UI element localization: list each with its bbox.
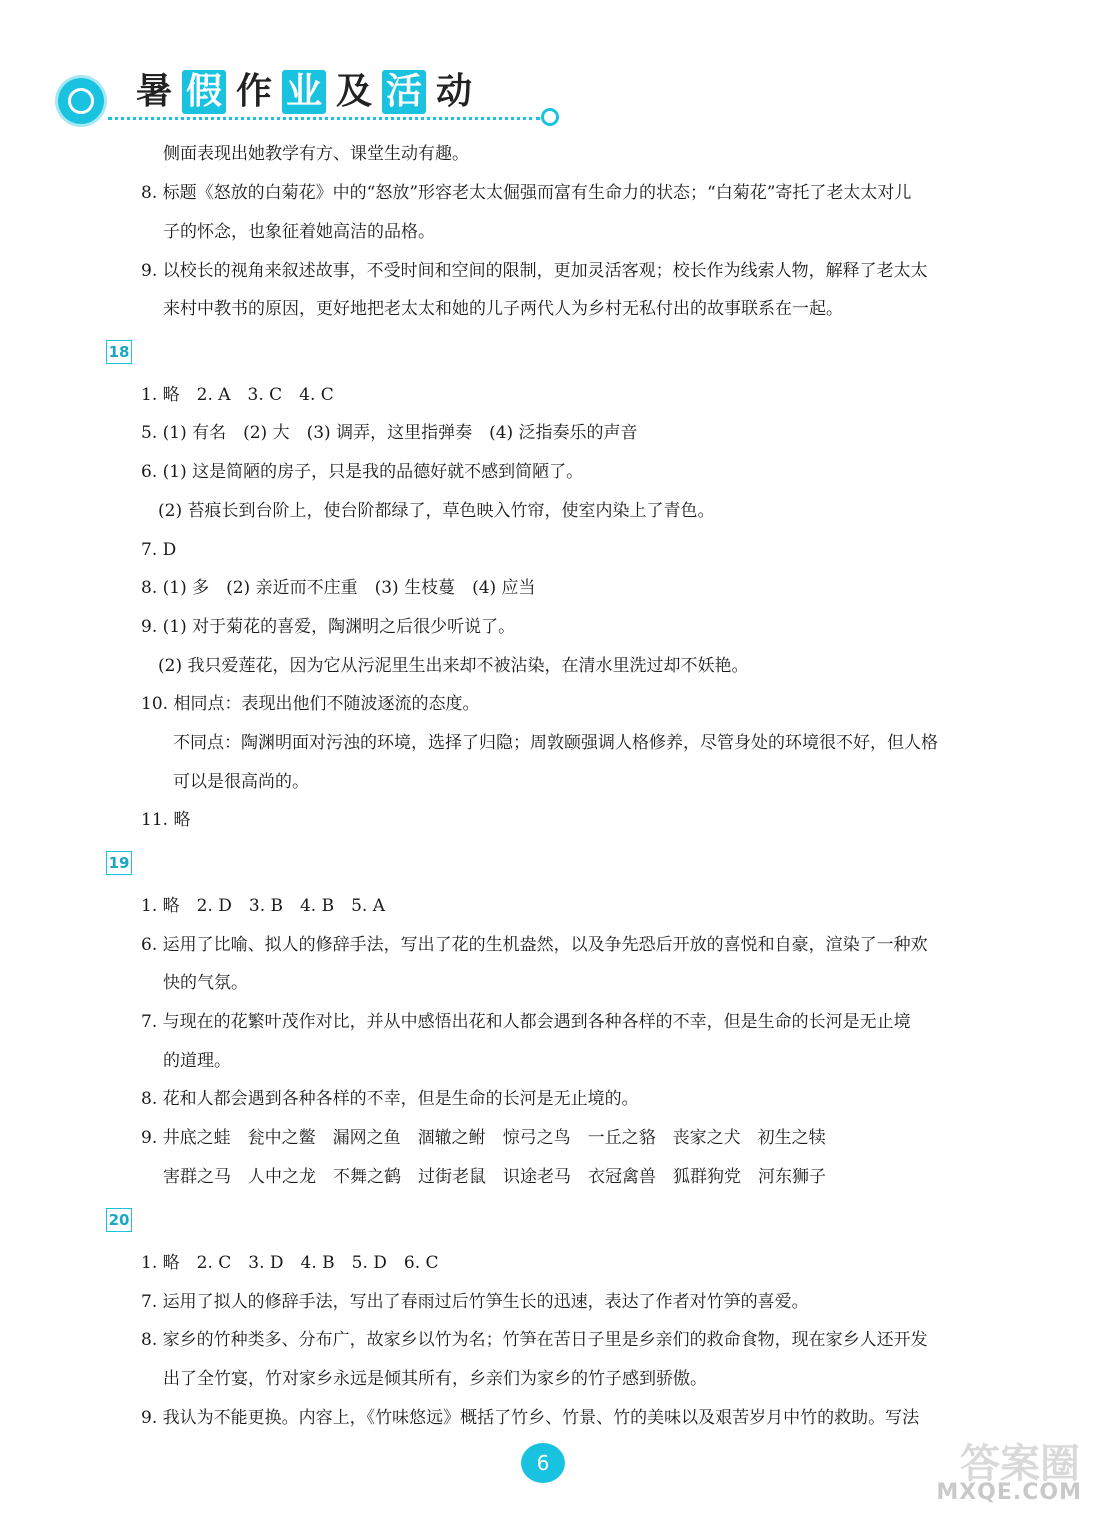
title-char-highlight: 业 (282, 70, 326, 114)
section-number: 19 (106, 851, 132, 875)
answer-line: 子的怀念，也象征着她高洁的品格。 (163, 222, 435, 242)
answer-line: 8. 家乡的竹种类多、分布广，故家乡以竹为名；竹笋在苦日子里是乡亲们的救命食物，现在家乡人还开发 (141, 1330, 928, 1350)
answer-line: 11. 略 (141, 810, 191, 830)
answer-line: 9. 井底之蛙 瓮中之鳖 漏网之鱼 涸辙之鲋 惊弓之鸟 一丘之貉 丧家之犬 初生之犊 (141, 1128, 826, 1148)
section-number: 18 (106, 340, 132, 364)
answer-line: 的道理。 (163, 1051, 231, 1071)
title-char: 作 (235, 71, 272, 112)
answer-line: 来村中教书的原因，更好地把老太太和她的儿子两代人为乡村无私付出的故事联系在一起。 (163, 299, 843, 319)
title-char-highlight: 假 (182, 70, 226, 114)
answer-line: 10. 相同点：表现出他们不随波逐流的态度。 (141, 694, 480, 714)
title-char-highlight: 活 (382, 70, 426, 114)
header-dotted-rule (108, 117, 540, 120)
watermark-url: MXQE.COM (936, 1480, 1082, 1505)
answer-line: 不同点：陶渊明面对污浊的环境，选择了归隐；周敦颐强调人格修养，尽管身处的环境很不好，但人格 (173, 733, 938, 753)
answer-line: 9. 我认为不能更换。内容上，《竹味悠远》概括了竹乡、竹景、竹的美味以及艰苦岁月中竹的救助。写法 (141, 1408, 920, 1428)
answer-line: 可以是很高尚的。 (173, 772, 309, 792)
answer-line: 8. 花和人都会遇到各种各样的不幸，但是生命的长河是无止境的。 (141, 1089, 639, 1109)
answer-line: 害群之马 人中之龙 不舞之鹤 过街老鼠 识途老马 衣冠禽兽 狐群狗党 河东狮子 (163, 1167, 826, 1187)
answer-line: 5. (1) 有名 (2) 大 (3) 调弄，这里指弹奏 (4) 泛指奏乐的声音 (141, 423, 638, 443)
answer-line: 侧面表现出她教学有方、课堂生动有趣。 (163, 144, 469, 164)
answer-line: 1. 略 2. D 3. B 4. B 5. A (141, 896, 386, 916)
answer-line: 6. (1) 这是简陋的房子，只是我的品德好就不感到简陋了。 (141, 462, 584, 482)
page-number: 6 (521, 1443, 565, 1483)
answer-line: 7. D (141, 540, 177, 560)
header-rule-end-icon (541, 108, 559, 126)
answer-line: 8. 标题《怒放的白菊花》中的“怒放”形容老太太倔强而富有生命力的状态；“白菊花”寄托了老太太对儿 (141, 183, 912, 203)
answer-line: (2) 我只爱莲花，因为它从污泥里生出来却不被沾染，在清水里洗过却不妖艳。 (158, 656, 749, 676)
answer-line: 7. 运用了拟人的修辞手法，写出了春雨过后竹笋生长的迅速，表达了作者对竹笋的喜爱。 (141, 1292, 809, 1312)
answer-line: (2) 苔痕长到台阶上，使台阶都绿了，草色映入竹帘，使室内染上了青色。 (158, 501, 715, 521)
title-char: 动 (435, 71, 472, 112)
answer-line: 9. (1) 对于菊花的喜爱，陶渊明之后很少听说了。 (141, 617, 516, 637)
title-char: 及 (335, 71, 372, 112)
answer-line: 9. 以校长的视角来叙述故事，不受时间和空间的限制，更加灵活客观；校长作为线索人物，解释了老太太 (141, 261, 928, 281)
header-logo-icon (58, 78, 104, 124)
answer-line: 7. 与现在的花繁叶茂作对比，并从中感悟出花和人都会遇到各种各样的不幸，但是生命的长河是无止境 (141, 1012, 911, 1032)
answer-line: 快的气氛。 (163, 973, 248, 993)
answer-line: 1. 略 2. C 3. D 4. B 5. D 6. C (141, 1253, 439, 1273)
section-number: 20 (106, 1208, 132, 1232)
watermark-logo: 答案圈 (960, 1441, 1080, 1487)
page-header (0, 0, 1094, 140)
title-char: 暑 (135, 71, 172, 112)
answer-line: 1. 略 2. A 3. C 4. C (141, 385, 334, 405)
header-title (132, 70, 476, 120)
answer-line: 8. (1) 多 (2) 亲近而不庄重 (3) 生枝蔓 (4) 应当 (141, 578, 536, 598)
answer-line: 出了全竹宴，竹对家乡永远是倾其所有，乡亲们为家乡的竹子感到骄傲。 (163, 1369, 707, 1389)
answer-line: 6. 运用了比喻、拟人的修辞手法，写出了花的生机盎然，以及争先恐后开放的喜悦和自豪，渲染了一种欢 (141, 935, 928, 955)
